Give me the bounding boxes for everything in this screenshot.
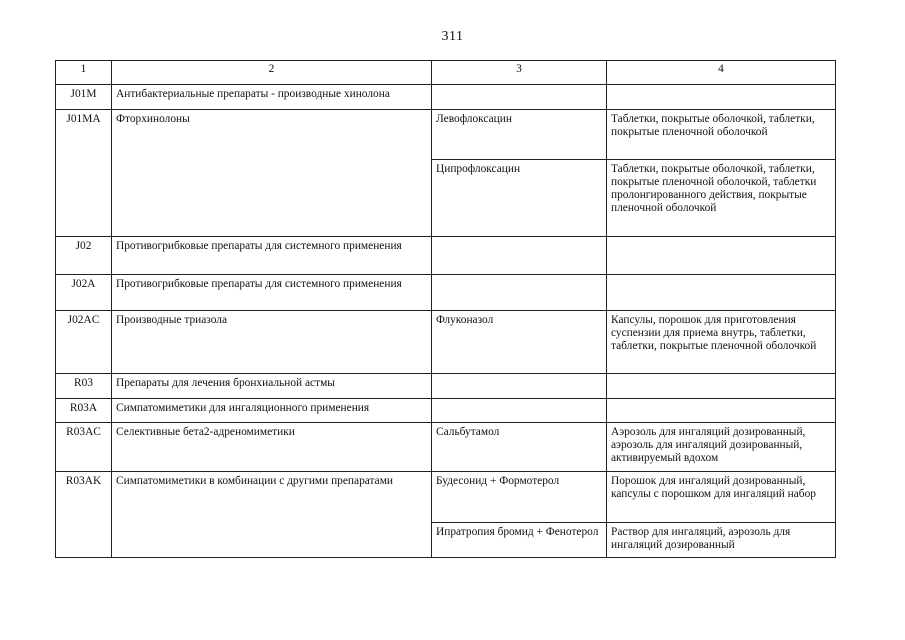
atc-code: J01M — [56, 85, 112, 110]
dosage-forms — [607, 237, 836, 275]
atc-code: R03A — [56, 399, 112, 423]
atc-code: J02AC — [56, 311, 112, 374]
dosage-forms: Капсулы, порошок для приготовления суспензии для приема внутрь, таблетки, таблетки, покрытые пленочной оболочкой — [607, 311, 836, 374]
drug-name — [432, 374, 607, 399]
drug-name: Сальбутамол — [432, 423, 607, 472]
group-name: Фторхинолоны — [112, 110, 432, 237]
drug-name: Левофлоксацин — [432, 110, 607, 160]
dosage-forms: Таблетки, покрытые оболочкой, таблетки, покрытые пленочной оболочкой — [607, 110, 836, 160]
atc-code: J01MA — [56, 110, 112, 237]
drug-name — [432, 85, 607, 110]
atc-code: R03AC — [56, 423, 112, 472]
table-header-row — [56, 61, 836, 85]
group-name: Симпатомиметики в комбинации с другими препаратами — [112, 472, 432, 558]
atc-code: J02 — [56, 237, 112, 275]
header-cell: 2 — [112, 61, 432, 85]
drug-table — [55, 60, 836, 558]
dosage-forms — [607, 374, 836, 399]
group-name: Симпатомиметики для ингаляционного применения — [112, 399, 432, 423]
atc-code: R03AK — [56, 472, 112, 558]
dosage-forms: Таблетки, покрытые оболочкой, таблетки, покрытые пленочной оболочкой, таблетки пролонгированного действия, покрытые пленочной оболочкой — [607, 160, 836, 237]
table-row — [56, 275, 836, 311]
drug-name: Ципрофлоксацин — [432, 160, 607, 237]
atc-code: R03 — [56, 374, 112, 399]
dosage-forms: Аэрозоль для ингаляций дозированный, аэрозоль для ингаляций дозированный, активируемый вдохом — [607, 423, 836, 472]
table-row — [56, 237, 836, 275]
header-cell: 3 — [432, 61, 607, 85]
drug-name: Ипратропия бромид + Фенотерол — [432, 523, 607, 558]
group-name: Селективные бета2-адреномиметики — [112, 423, 432, 472]
group-name: Препараты для лечения бронхиальной астмы — [112, 374, 432, 399]
group-name: Производные триазола — [112, 311, 432, 374]
drug-name: Флуконазол — [432, 311, 607, 374]
dosage-forms — [607, 275, 836, 311]
dosage-forms: Раствор для ингаляций, аэрозоль для ингаляций дозированный — [607, 523, 836, 558]
group-name: Противогрибковые препараты для системного применения — [112, 237, 432, 275]
page-number: 311 — [441, 29, 464, 44]
dosage-forms: Порошок для ингаляций дозированный, капсулы с порошком для ингаляций набор — [607, 472, 836, 523]
header-cell: 1 — [56, 61, 112, 85]
table-row — [56, 311, 836, 374]
dosage-forms — [607, 85, 836, 110]
table-row — [56, 399, 836, 423]
dosage-forms — [607, 399, 836, 423]
drug-name — [432, 399, 607, 423]
table-row — [56, 423, 836, 472]
table-row — [56, 110, 836, 160]
drug-name — [432, 237, 607, 275]
table-row — [56, 374, 836, 399]
drug-name: Будесонид + Формотерол — [432, 472, 607, 523]
group-name: Противогрибковые препараты для системного применения — [112, 275, 432, 311]
drug-name — [432, 275, 607, 311]
table-row — [56, 85, 836, 110]
table-row — [56, 472, 836, 523]
group-name: Антибактериальные препараты - производные хинолона — [112, 85, 432, 110]
header-cell: 4 — [607, 61, 836, 85]
atc-code: J02A — [56, 275, 112, 311]
